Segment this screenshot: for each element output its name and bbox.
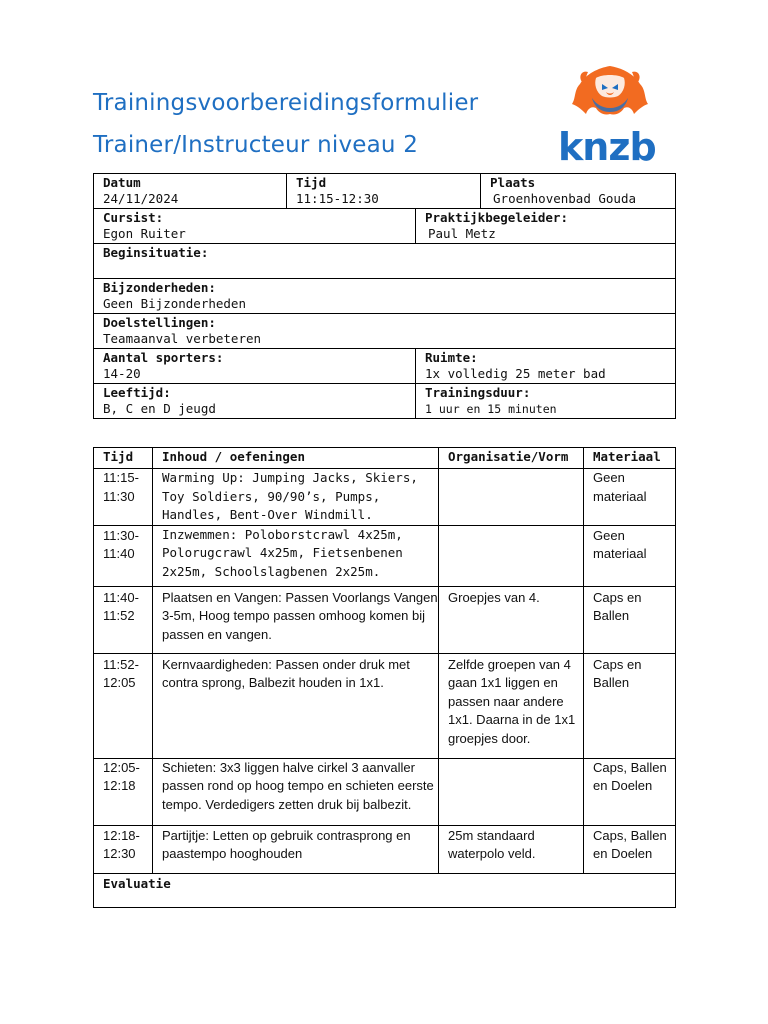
evaluatie-row bbox=[94, 873, 676, 907]
sporters-value: 14-20 bbox=[103, 366, 141, 381]
table-row bbox=[94, 469, 676, 526]
datum-value: 24/11/2024 bbox=[103, 191, 179, 206]
row-content: Partijtje: Letten op gebruik contrasprong en paastempo hooghouden bbox=[153, 825, 439, 873]
sporters-cell bbox=[94, 349, 416, 384]
table-row bbox=[94, 586, 676, 653]
sporters-label: Aantal sporters: bbox=[103, 350, 224, 365]
row-content: Warming Up: Jumping Jacks, Skiers, Toy Soldiers, 90/90’s, Pumps, Handles, Bent-Over Windmill. bbox=[153, 469, 439, 526]
cursist-label: Cursist: bbox=[103, 210, 164, 225]
plaats-cell bbox=[481, 174, 676, 209]
doelstellingen-value: Teamaanval verbeteren bbox=[103, 331, 262, 346]
row-time: 12:05- 12:18 bbox=[94, 758, 153, 825]
row-time: 11:15- 11:30 bbox=[94, 469, 153, 526]
row-org: Groepjes van 4. bbox=[439, 586, 584, 653]
leeftijd-cell bbox=[94, 384, 416, 419]
begeleider-cell bbox=[416, 209, 676, 244]
datum-cell bbox=[94, 174, 287, 209]
evaluatie-label: Evaluatie bbox=[94, 873, 676, 907]
beginsituatie-cell bbox=[94, 244, 676, 279]
table-row bbox=[94, 525, 676, 586]
row-org: Zelfde groepen van 4 gaan 1x1 liggen en passen naar andere 1x1. Daarna in de 1x1 groepjes door. bbox=[439, 653, 584, 758]
row-content: Kernvaardigheden: Passen onder druk met contra sprong, Balbezit houden in 1x1. bbox=[153, 653, 439, 758]
row-org: 25m standaard waterpolo veld. bbox=[439, 825, 584, 873]
lion-icon bbox=[572, 66, 648, 115]
doelstellingen-cell bbox=[94, 314, 676, 349]
table-row bbox=[94, 758, 676, 825]
leeftijd-label: Leeftijd: bbox=[103, 385, 171, 400]
leeftijd-value: B, C en D jeugd bbox=[103, 401, 216, 416]
plaats-label: Plaats bbox=[490, 175, 536, 190]
row-time: 11:30- 11:40 bbox=[94, 525, 153, 586]
row-content: Plaatsen en Vangen: Passen Voorlangs Vangen 3-5m, Hoog tempo passen omhoog komen bij passen en vangen. bbox=[153, 586, 439, 653]
ruimte-value: 1x volledig 25 meter bad bbox=[425, 366, 606, 381]
col-header-tijd: Tijd bbox=[94, 448, 153, 469]
row-org bbox=[439, 758, 584, 825]
bijzonderheden-label: Bijzonderheden: bbox=[103, 280, 216, 295]
doelstellingen-label: Doelstellingen: bbox=[103, 315, 216, 330]
cursist-value: Egon Ruiter bbox=[103, 226, 186, 241]
logo-wordmark: knzb bbox=[558, 125, 656, 166]
schedule-table bbox=[93, 447, 676, 908]
row-material: Caps, Ballen en Doelen bbox=[584, 758, 676, 825]
row-material: Geen materiaal bbox=[584, 525, 676, 586]
cursist-cell bbox=[94, 209, 416, 244]
begeleider-value: Paul Metz bbox=[428, 226, 496, 241]
row-org bbox=[439, 469, 584, 526]
ruimte-cell bbox=[416, 349, 676, 384]
knzb-lion-logo bbox=[552, 62, 668, 166]
row-material: Caps en Ballen bbox=[584, 586, 676, 653]
row-time: 11:40- 11:52 bbox=[94, 586, 153, 653]
beginsituatie-label: Beginsituatie: bbox=[103, 245, 209, 260]
page-subtitle: Trainer/Instructeur niveau 2 bbox=[93, 132, 419, 158]
col-header-inhoud: Inhoud / oefeningen bbox=[153, 448, 439, 469]
row-material: Caps, Ballen en Doelen bbox=[584, 825, 676, 873]
row-time: 11:52- 12:05 bbox=[94, 653, 153, 758]
bijzonderheden-cell bbox=[94, 279, 676, 314]
tijd-value: 11:15-12:30 bbox=[296, 191, 379, 206]
row-content: Schieten: 3x3 liggen halve cirkel 3 aanvaller passen rond op hoog tempo en schieten eerste tempo. Verdedigers zetten druk bij balbezit. bbox=[153, 758, 439, 825]
bijzonderheden-value: Geen Bijzonderheden bbox=[103, 296, 246, 311]
table-row bbox=[94, 825, 676, 873]
col-header-organisatie: Organisatie/Vorm bbox=[439, 448, 584, 469]
row-content: Inzwemmen: Poloborstcrawl 4x25m, Polorugcrawl 4x25m, Fietsenbenen 2x25m, Schoolslagbenen 2x25m. bbox=[153, 525, 439, 586]
duur-cell bbox=[416, 384, 676, 419]
row-time: 12:18- 12:30 bbox=[94, 825, 153, 873]
page-title: Trainingsvoorbereidingsformulier bbox=[93, 90, 479, 116]
duur-value: 1 uur en 15 minuten bbox=[425, 402, 557, 416]
row-org bbox=[439, 525, 584, 586]
row-material: Geen materiaal bbox=[584, 469, 676, 526]
plaats-value: Groenhovenbad Gouda bbox=[493, 191, 637, 206]
duur-label: Trainingsduur: bbox=[425, 385, 531, 400]
col-header-materiaal: Materiaal bbox=[584, 448, 676, 469]
tijd-cell bbox=[287, 174, 481, 209]
row-material: Caps en Ballen bbox=[584, 653, 676, 758]
ruimte-label: Ruimte: bbox=[425, 350, 478, 365]
begeleider-label: Praktijkbegeleider: bbox=[425, 210, 568, 225]
datum-label: Datum bbox=[103, 175, 141, 190]
info-table bbox=[93, 173, 676, 419]
tijd-label: Tijd bbox=[296, 175, 327, 190]
table-row bbox=[94, 653, 676, 758]
